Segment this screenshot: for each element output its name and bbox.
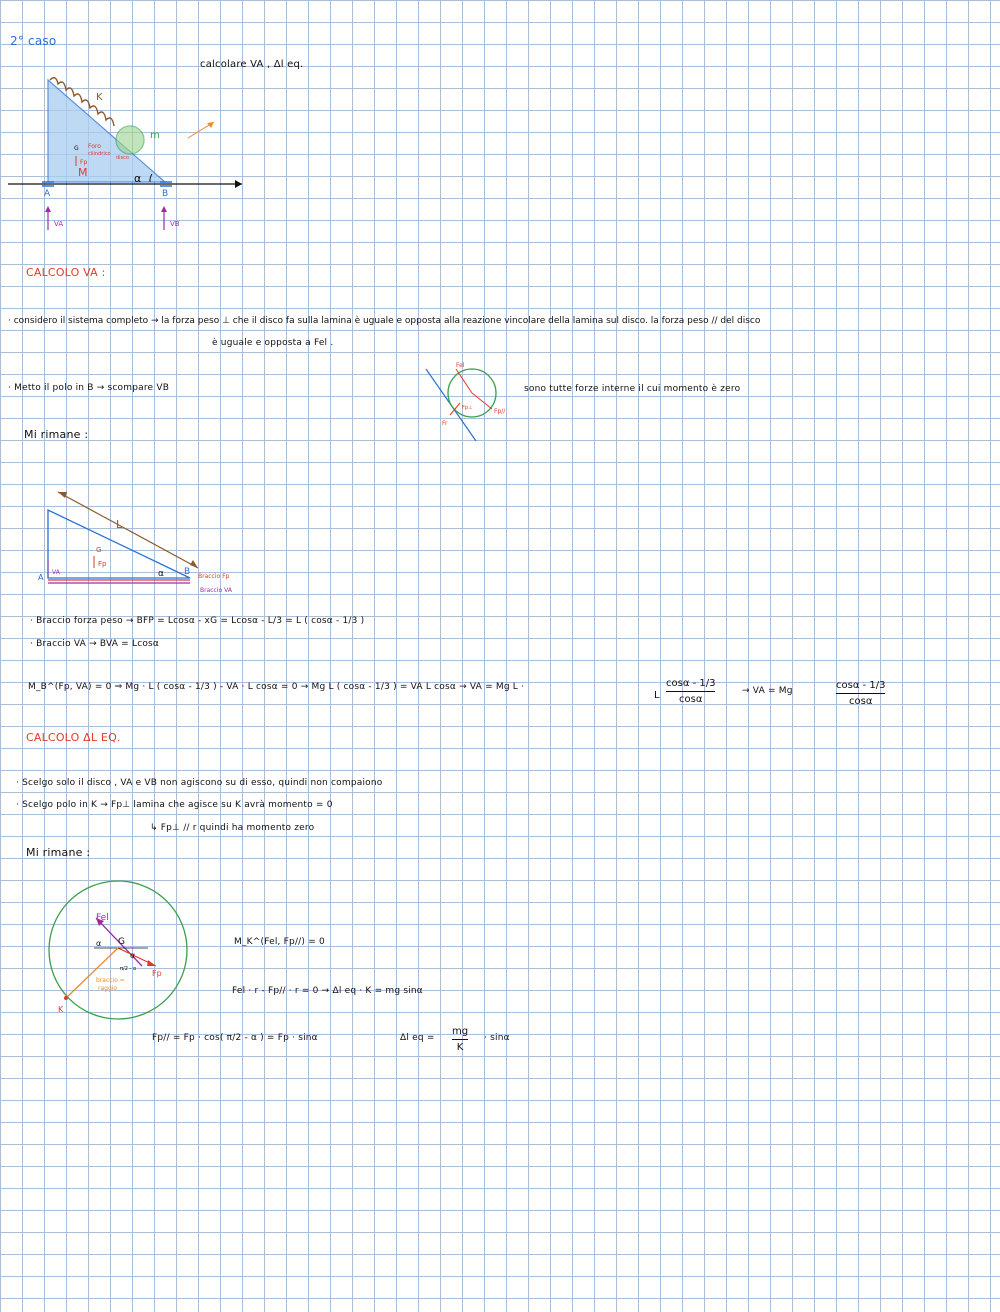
text-line-s2-3: ↳ Fp⊥ // r quindi ha momento zero: [150, 823, 315, 833]
va-fraction-lcos-num: cosα - 1/3: [666, 678, 716, 689]
arm-fp-line: · Braccio forza peso → BFP = Lcosα - xG = Lcosα - L/3 = L ( cosα - 1/3 ): [30, 616, 365, 626]
section-title-dl: CALCOLO ΔL EQ.: [26, 731, 121, 744]
fel-label-small: Fel: [456, 362, 465, 369]
text-line-2: · Metto il polo in B → scompare VB: [8, 383, 170, 393]
page-heading: 2° caso: [10, 34, 57, 48]
moment-arrow-2: → VA = Mg: [742, 686, 793, 696]
fig3-arc-label: π/2 - α: [120, 966, 137, 972]
spring-k-label: K: [96, 92, 103, 103]
fig3-fp-label: Fp: [152, 969, 162, 978]
fig2-alpha-label: α: [158, 569, 164, 579]
fig3-raggio-2: raggio: [98, 985, 118, 992]
fig2-G-label: G: [96, 546, 102, 554]
hole-label-2: cilindrico: [88, 151, 111, 157]
dl-fraction-den: K: [456, 1042, 464, 1053]
text-line-1a: · considero il sistema completo → la forza peso ⊥ che il disco fa sulla lamina è uguale e opposta alla reazione vincolare della lamina sul disco. la forza peso // del disco: [8, 316, 761, 326]
equilibrium-equation: Fel · r - Fp// · r = 0 → Δl eq · K = mg sinα: [232, 986, 423, 996]
va-fraction-lcos: [666, 678, 715, 705]
fp-perp-label-small: Fp⊥: [462, 405, 473, 411]
remains-label-2: Mi rimane :: [26, 846, 91, 859]
dl-equation-right: · sinα: [484, 1033, 510, 1043]
va-fraction-L: [654, 690, 660, 701]
support-A-label: A: [44, 189, 51, 199]
va-fraction-lcos-den: cosα: [679, 694, 703, 705]
fig3-K-label: K: [58, 1005, 64, 1014]
dl-equation-left: Δl eq =: [400, 1033, 435, 1043]
va-fraction-final-num: cosα - 1/3: [836, 680, 886, 691]
fig2-va-label: VA: [52, 569, 60, 576]
arm-va-line: · Braccio VA → BVA = Lcosα: [30, 639, 160, 649]
text-line-1b: è uguale e opposta a Fel .: [212, 338, 334, 348]
text-line-s2-1: · Scelgo solo il disco , VA e VB non agiscono su di esso, quindi non compaiono: [16, 778, 383, 788]
fig2-A-label: A: [38, 573, 44, 582]
fp-parallel-equation: Fp// = Fp · cos( π/2 - α ) = Fp · sinα: [152, 1033, 318, 1043]
moment-equation: M_B^(Fp, VA) = 0 ⇒ Mg · L ( cosα - 1/3 ) - VA · L cosα = 0 → Mg L ( cosα - 1/3 ) = VA L cosα → VA = Mg L ·: [28, 682, 525, 692]
angle-alpha-label: α: [134, 172, 142, 185]
fp-par-label-small: Fp//: [494, 408, 506, 415]
text-line-s2-2: · Scelgo polo in K → Fp⊥ lamina che agisce su K avrà momento = 0: [16, 800, 333, 810]
fig3-alpha-left: α: [96, 939, 102, 948]
braccio-va-label: Braccio VA: [200, 587, 232, 594]
braccio-fp-label: Braccio Fp: [198, 573, 230, 580]
fr-label-small: Fr: [442, 420, 448, 427]
reaction-A-label: VA: [54, 220, 64, 228]
fig2-B-label: B: [184, 567, 191, 577]
figure-system: [0, 60, 260, 240]
support-B-label: B: [162, 189, 169, 199]
figure-lever-arms: [30, 488, 260, 598]
va-fraction-final-den: cosα: [849, 696, 873, 707]
mass-M-label: M: [78, 166, 88, 179]
forces-note: sono tutte forze interne il cui momento è zero: [524, 384, 741, 394]
task-statement: calcolare VA , Δl eq.: [200, 59, 304, 70]
dl-fraction: [452, 1026, 468, 1053]
remains-label-1: Mi rimane :: [24, 428, 89, 441]
figure-disc-forces: [420, 355, 520, 445]
moment-k-equation: M_K^(Fel, Fp//) = 0: [234, 937, 325, 947]
figure-disc-moment: [44, 876, 194, 1026]
disc-label: disco: [116, 155, 129, 161]
va-fraction-L-den: L: [654, 690, 660, 701]
section-title-va: CALCOLO VA :: [26, 266, 106, 279]
dl-fraction-num: mg: [452, 1026, 469, 1037]
fig2-fp-label: Fp: [98, 560, 107, 568]
va-fraction-final: [836, 680, 885, 707]
fig3-raggio-1: braccio =: [96, 977, 125, 984]
hole-label: Foro: [88, 143, 101, 150]
disc-mass-label: m: [150, 130, 160, 141]
reaction-B-label: VB: [170, 220, 180, 228]
weight-label: Fp: [80, 159, 88, 166]
fig3-alpha-right: α: [130, 951, 136, 960]
length-L-label: L: [116, 518, 123, 531]
cg-label: G: [74, 145, 79, 152]
fig3-G-label: G: [118, 937, 125, 947]
fig3-fel-label: Fel: [96, 913, 109, 923]
